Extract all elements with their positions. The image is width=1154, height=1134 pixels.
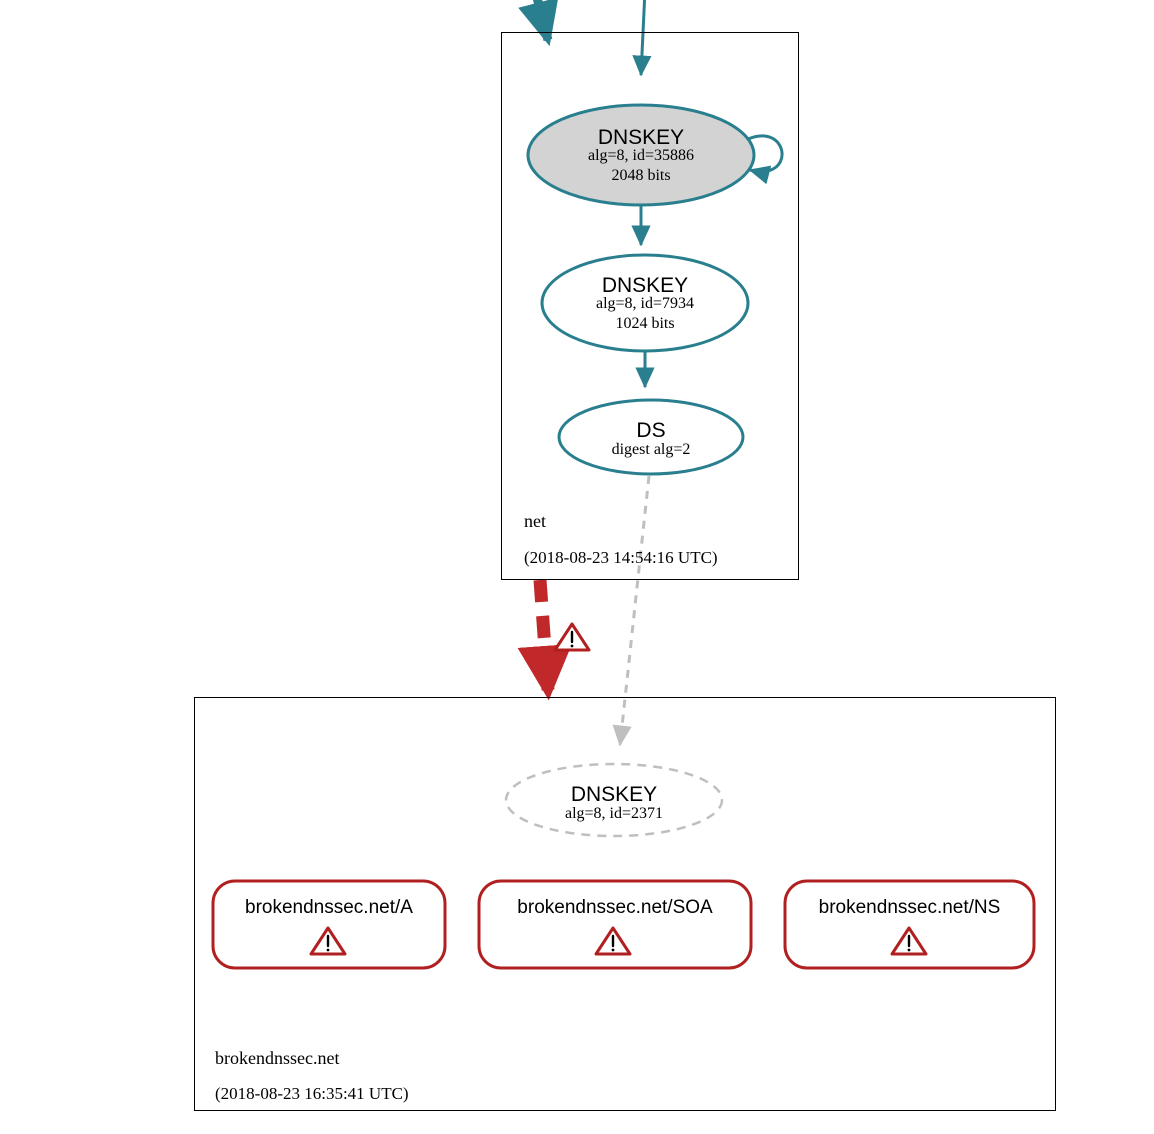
node-label-ksk-line3: 2048 bits	[611, 167, 671, 184]
zone-date-brokendnssec: (2018-08-23 16:35:41 UTC)	[215, 1084, 409, 1103]
rrset-label-ns: brokendnssec.net/NS	[818, 897, 1001, 918]
node-label-ksk-line2: alg=8, id=35886	[587, 147, 695, 164]
node-label-ksk-title: DNSKEY	[597, 126, 685, 149]
edge-delegation-insecure	[540, 580, 548, 690]
rrset-label-soa: brokendnssec.net/SOA	[517, 897, 713, 918]
node-label-child-dnskey-line2: alg=8, id=2371	[564, 805, 664, 822]
node-label-zsk-line3: 1024 bits	[615, 315, 675, 332]
rrset-label-a: brokendnssec.net/A	[245, 897, 413, 918]
node-label-zsk-title: DNSKEY	[601, 274, 689, 297]
node-label-ds-title: DS	[636, 419, 666, 442]
node-label-zsk-line2: alg=8, id=7934	[595, 295, 695, 312]
node-label-ds-line2: digest alg=2	[611, 441, 691, 458]
zone-box-net	[501, 32, 799, 580]
warning-icon-delegation	[555, 624, 589, 650]
zone-label-net: net	[524, 511, 546, 531]
zone-date-net: (2018-08-23 14:54:16 UTC)	[524, 548, 718, 567]
zone-label-brokendnssec: brokendnssec.net	[215, 1048, 340, 1068]
node-label-child-dnskey-title: DNSKEY	[570, 783, 658, 806]
